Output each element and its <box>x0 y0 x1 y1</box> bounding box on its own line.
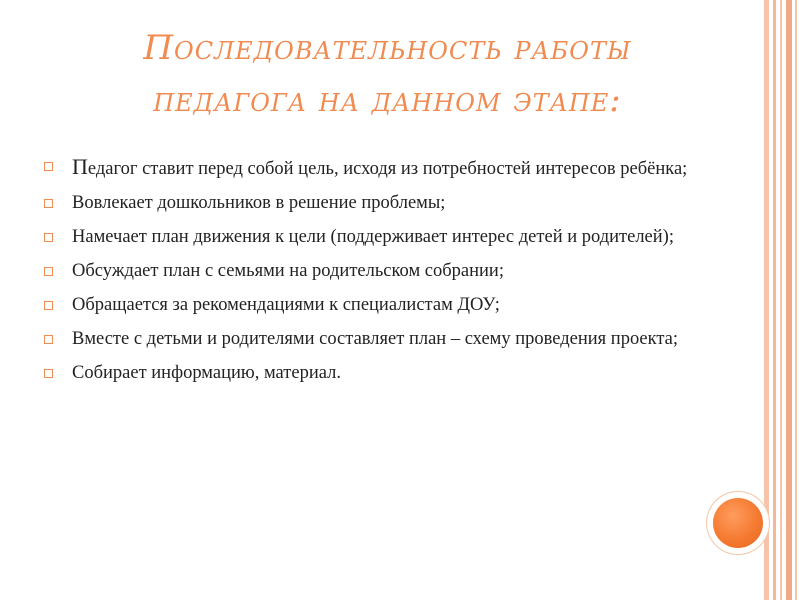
list-item-text: Обращается за рекомендациями к специалистам ДОУ; <box>72 295 500 315</box>
list-item-text: Собирает информацию, материал. <box>72 363 341 383</box>
bullet-icon <box>44 233 53 242</box>
list-item <box>44 259 724 284</box>
list-item-text <box>72 154 688 179</box>
bullet-list <box>44 154 724 395</box>
title-line-1: Последовательность работы <box>143 28 632 68</box>
list-item-text: Вместе с детьми и родителями составляет план – схему проведения проекта; <box>72 329 679 349</box>
title-line-2: педагога на данном этапе: <box>153 80 622 120</box>
list-item <box>44 361 724 386</box>
slide-title <box>20 22 755 126</box>
bullet-icon <box>44 335 53 344</box>
bullet-icon <box>44 199 53 208</box>
list-item-rest: едагог ставит перед собой цель, исходя из потребностей интересов ребёнка; <box>87 159 688 179</box>
bullet-icon <box>44 369 53 378</box>
list-item-text: Намечает план движения к цели (поддерживает интерес детей и родителей); <box>72 227 674 247</box>
list-item-first-letter: П <box>72 154 88 179</box>
decorative-orange-circle <box>713 498 763 548</box>
bullet-icon <box>44 162 53 171</box>
bullet-icon <box>44 267 53 276</box>
list-item <box>44 191 724 216</box>
bullet-icon <box>44 301 53 310</box>
decorative-edge-stripes <box>760 0 800 600</box>
list-item-text: Обсуждает план с семьями на родительском собрании; <box>72 261 504 281</box>
list-item <box>44 154 724 182</box>
list-item <box>44 225 724 250</box>
list-item <box>44 327 724 352</box>
list-item-text: Вовлекает дошкольников в решение проблемы; <box>72 193 446 213</box>
list-item <box>44 293 724 318</box>
